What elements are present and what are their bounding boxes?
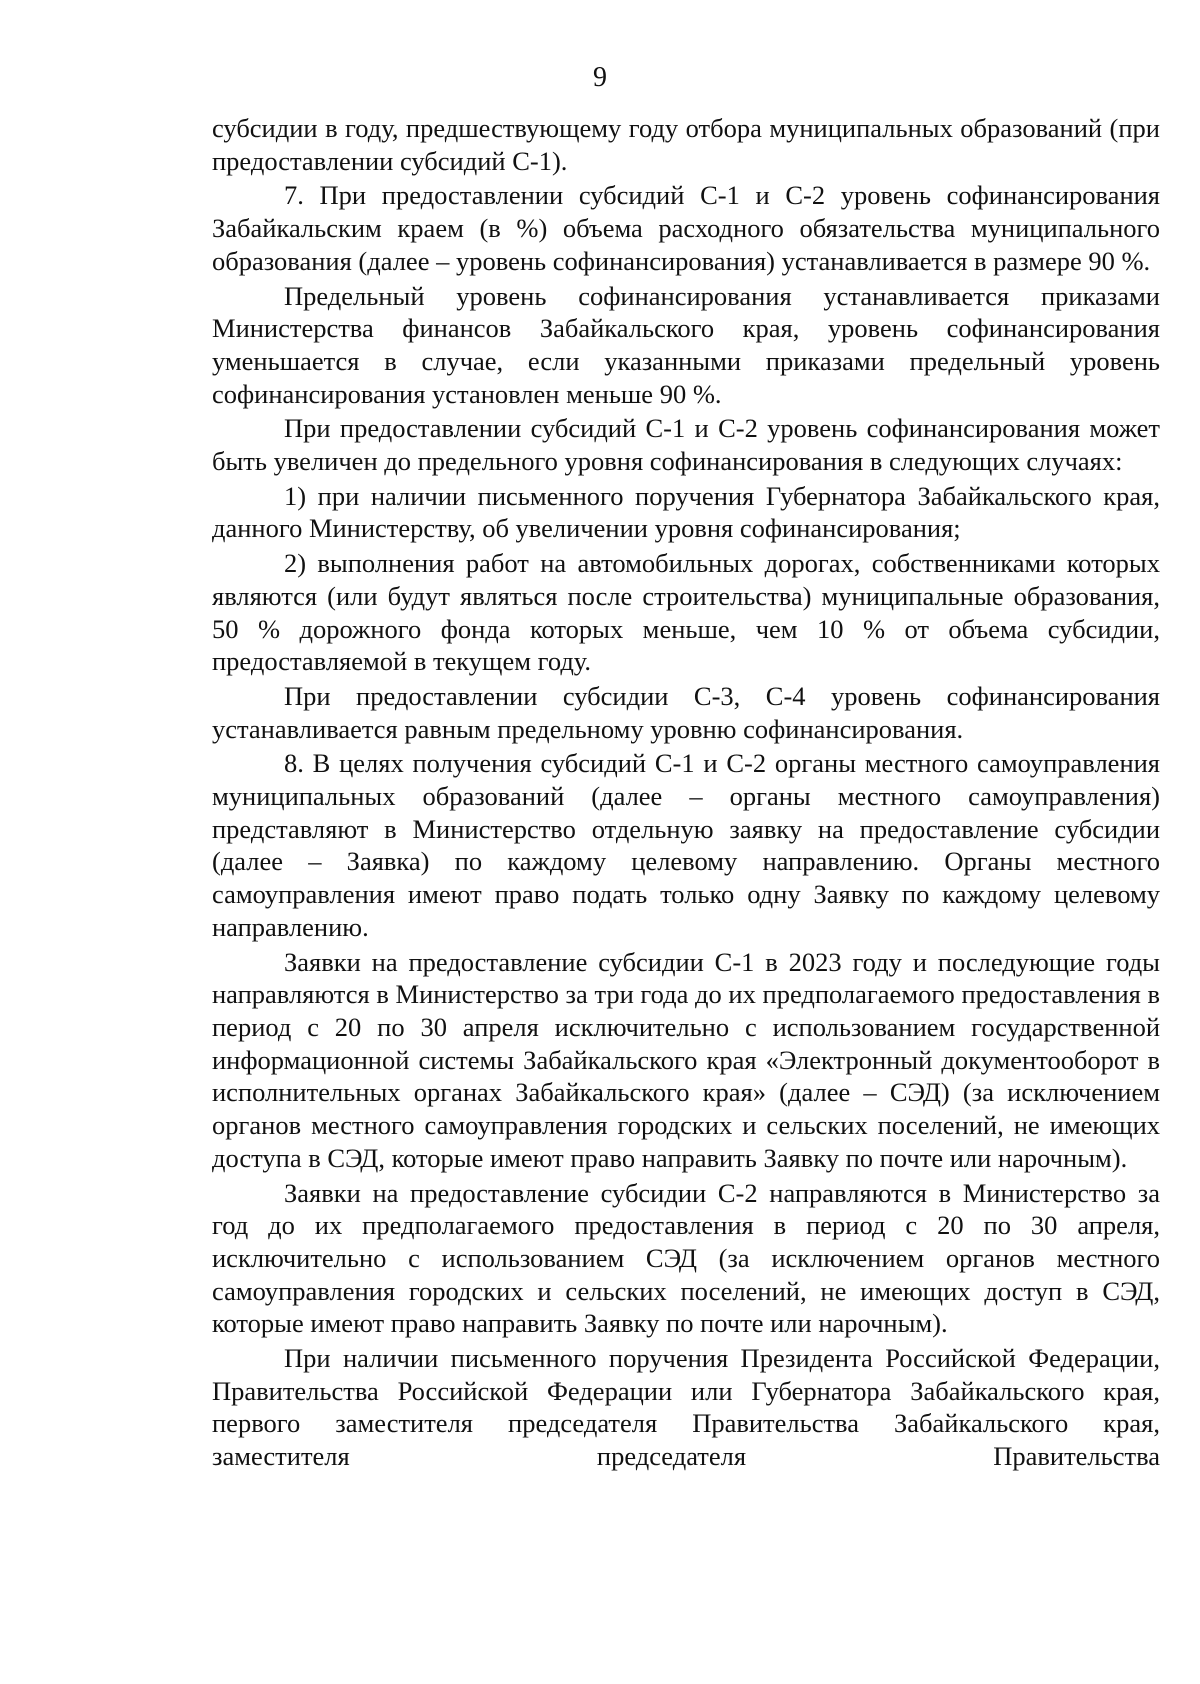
paragraph-case-2: 2) выполнения работ на автомобильных дорогах, собственниками которых являются (или будут являться после строительства) муниципальные образования, 50 % дорожного фонда которых меньше, чем 10 % от объема субсидии, предоставляемой в текущем году. <box>212 548 1160 677</box>
paragraph-c1-applications: Заявки на предоставление субсидии С-1 в 2023 году и последующие годы направляются в Министерство за три года до их предполагаемого предоставления в период с 20 по 30 апреля исключительно с использованием государственной информационной системы Забайкальского края «Электронный документооборот в исполнительных органах Забайкальского края» (далее – СЭД) (за исключением органов местного самоуправления городских и сельских поселений, не имеющих доступа в СЭД, которые имеют право направить Заявку по почте или нарочным). <box>212 946 1160 1173</box>
paragraph-item-8: 8. В целях получения субсидий С-1 и С-2 органы местного самоуправления муниципальных образований (далее – органы местного самоуправления) представляют в Министерство отдельную заявку на предоставление субсидии (далее – Заявка) по каждому целевому направлению. Органы местного самоуправления имеют право подать только одну Заявку по каждому целевому направлению. <box>212 748 1160 942</box>
page-number: 9 <box>593 62 607 93</box>
paragraph-increase-cases: При предоставлении субсидий С-1 и С-2 уровень софинансирования может быть увеличен до предельного уровня софинансирования в следующих случаях: <box>212 413 1160 477</box>
paragraph-continuation: субсидии в году, предшествующему году отбора муниципальных образований (при предоставлении субсидий С-1). <box>212 113 1160 176</box>
paragraph-written-instruction: При наличии письменного поручения Президента Российской Федерации, Правительства Российской Федерации или Губернатора Забайкальского края, первого заместителя председателя Правительства Забайкальского края, заместителя председателя Правительства <box>212 1343 1160 1472</box>
paragraph-c2-applications: Заявки на предоставление субсидии С-2 направляются в Министерство за год до их предполагаемого предоставления в период с 20 по 30 апреля, исключительно с использованием СЭД (за исключением органов местного самоуправления городских и сельских поселений, не имеющих доступ в СЭД, которые имеют право направить Заявку по почте или нарочным). <box>212 1177 1160 1339</box>
document-body <box>212 112 1160 1475</box>
paragraph-case-1: 1) при наличии письменного поручения Губернатора Забайкальского края, данного Министерству, об увеличении уровня софинансирования; <box>212 480 1160 544</box>
paragraph-c3-c4: При предоставлении субсидии С-3, С-4 уровень софинансирования устанавливается равным предельному уровню софинансирования. <box>212 680 1160 744</box>
paragraph-max-level: Предельный уровень софинансирования устанавливается приказами Министерства финансов Забайкальского края, уровень софинансирования уменьшается в случае, если указанными приказами предельный уровень софинансирования установлен меньше 90 %. <box>212 280 1160 409</box>
paragraph-item-7: 7. При предоставлении субсидий С-1 и С-2 уровень софинансирования Забайкальским краем (в %) объема расходного обязательства муниципального образования (далее – уровень софинансирования) устанавливается в размере 90 %. <box>212 180 1160 276</box>
